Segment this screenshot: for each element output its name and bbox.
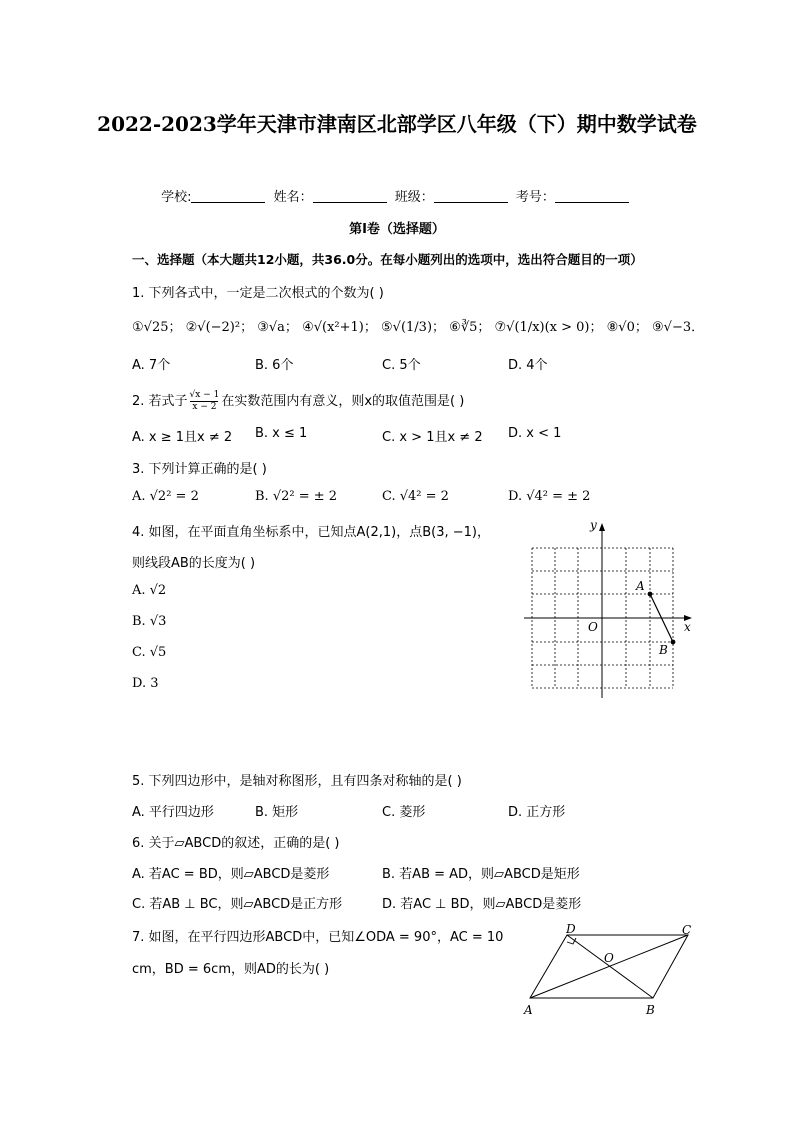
q4-option-d[interactable]: D. 3: [132, 676, 159, 691]
q4-label-a: A: [636, 579, 645, 593]
q7-diagonal-ac: [530, 935, 688, 998]
q5-option-b[interactable]: B. 矩形: [255, 805, 299, 820]
q4-option-b[interactable]: B. √3: [132, 614, 167, 629]
q2-option-d[interactable]: D. x < 1: [508, 426, 562, 441]
q6-option-d[interactable]: D. 若AC ⊥ BD，则▱ABCD是菱形: [382, 897, 582, 912]
q5-option-c[interactable]: C. 菱形: [382, 805, 426, 820]
q6-option-c[interactable]: C. 若AB ⊥ BC，则▱ABCD是正方形: [132, 897, 343, 912]
q3-stem: 3. 下列计算正确的是( ): [132, 462, 267, 477]
q4-option-c[interactable]: C. √5: [132, 645, 167, 660]
number-label: 考号：: [515, 190, 555, 205]
section-instruction: 一、选择题（本大题共12小题，共36.0分。在每小题列出的选项中，选出符合题目的一项）: [132, 252, 643, 267]
q5-option-d[interactable]: D. 正方形: [508, 805, 566, 820]
q4-stem-line2: 则线段AB的长度为( ): [132, 556, 256, 571]
school-field[interactable]: [191, 202, 265, 203]
q2-stem-suffix: 在实数范围内有意义，则x的取值范围是( ): [221, 394, 465, 409]
school-label: 学校:: [161, 190, 192, 205]
q7-diagonal-bd: [567, 935, 653, 998]
q7-label-b: B: [646, 1003, 655, 1017]
name-label: 姓名：: [273, 190, 313, 205]
q2-fraction-denominator: x − 2: [192, 402, 217, 412]
q4-origin-label: O: [588, 620, 598, 634]
q2-stem: [132, 390, 464, 413]
q1-option-d[interactable]: D. 4个: [508, 358, 548, 373]
q1-option-a[interactable]: A. 7个: [132, 358, 171, 373]
q1-expr-6: ⑥∛5；: [449, 320, 491, 335]
q7-parallelogram-figure: [520, 920, 700, 1020]
section-title: 第I卷（选择题）: [349, 222, 445, 237]
q4-option-a[interactable]: A. √2: [132, 583, 167, 598]
q7-label-a: A: [524, 1003, 533, 1017]
q4-y-label: y: [590, 518, 597, 532]
q6-option-a[interactable]: A. 若AC = BD，则▱ABCD是菱形: [132, 867, 330, 882]
exam-title: 2022-2023学年天津市津南区北部学区八年级（下）期中数学试卷: [97, 112, 697, 136]
q3-option-d[interactable]: D. √4² = ± 2: [508, 489, 591, 504]
q4-point-b: [671, 640, 676, 645]
q2-fraction-numerator: √x − 1: [189, 390, 220, 400]
q1-expr-9: ⑨√−3．: [652, 320, 705, 335]
q3-option-b[interactable]: B. √2² = ± 2: [255, 489, 338, 504]
q3-option-c[interactable]: C. √4² = 2: [382, 489, 449, 504]
q1-expr-4: ④√(x²+1)；: [302, 320, 377, 335]
q7-label-o: O: [604, 951, 614, 965]
q3-option-a[interactable]: A. √2² = 2: [132, 489, 199, 504]
q1-expr-7: ⑦√(1/x)(x > 0)；: [494, 320, 603, 335]
q4-label-b: B: [659, 643, 668, 657]
student-info-line: [0, 186, 794, 205]
name-field[interactable]: [313, 202, 387, 203]
q4-x-label: x: [684, 620, 691, 634]
q1-expr-5: ⑤√(1/3)；: [381, 320, 446, 335]
q4-coordinate-figure: [520, 515, 700, 705]
class-label: 班级：: [394, 190, 434, 205]
q5-option-a[interactable]: A. 平行四边形: [132, 805, 214, 820]
q1-expr-3: ③√a；: [257, 320, 298, 335]
q1-stem: 1. 下列各式中，一定是二次根式的个数为( ): [132, 286, 384, 301]
q2-option-c[interactable]: C. x > 1且x ≠ 2: [382, 430, 483, 445]
q6-option-b[interactable]: B. 若AB = AD，则▱ABCD是矩形: [382, 867, 580, 882]
q4-point-a: [648, 592, 653, 597]
q2-stem-prefix: 2. 若式子: [132, 394, 188, 409]
q1-expr-2: ②√(−2)²；: [185, 320, 254, 335]
q1-expr-1: ①√25；: [132, 320, 182, 335]
q5-stem: 5. 下列四边形中，是轴对称图形，且有四条对称轴的是( ): [132, 774, 462, 789]
q2-fraction: [190, 390, 220, 413]
q6-stem: 6. 关于▱ABCD的叙述，正确的是( ): [132, 836, 340, 851]
q4-stem-line1: 4. 如图，在平面直角坐标系中，已知点A(2,1)，点B(3, −1)，: [132, 525, 491, 540]
number-field[interactable]: [555, 202, 629, 203]
q1-option-b[interactable]: B. 6个: [255, 358, 294, 373]
class-field[interactable]: [434, 202, 508, 203]
q1-option-c[interactable]: C. 5个: [382, 358, 421, 373]
q7-label-c: C: [682, 923, 692, 937]
q7-stem-line2: cm，BD = 6cm，则AD的长为( ): [132, 962, 330, 977]
q7-stem-line1: 7. 如图，在平行四边形ABCD中，已知∠ODA = 90°，AC = 10: [132, 930, 504, 945]
q7-label-d: D: [566, 922, 576, 936]
q2-option-b[interactable]: B. x ≤ 1: [255, 426, 308, 441]
q1-expressions: [132, 316, 704, 335]
q1-expr-8: ⑧√0；: [606, 320, 648, 335]
q2-option-a[interactable]: A. x ≥ 1且x ≠ 2: [132, 430, 233, 445]
q4-y-axis-arrow: [599, 523, 605, 531]
